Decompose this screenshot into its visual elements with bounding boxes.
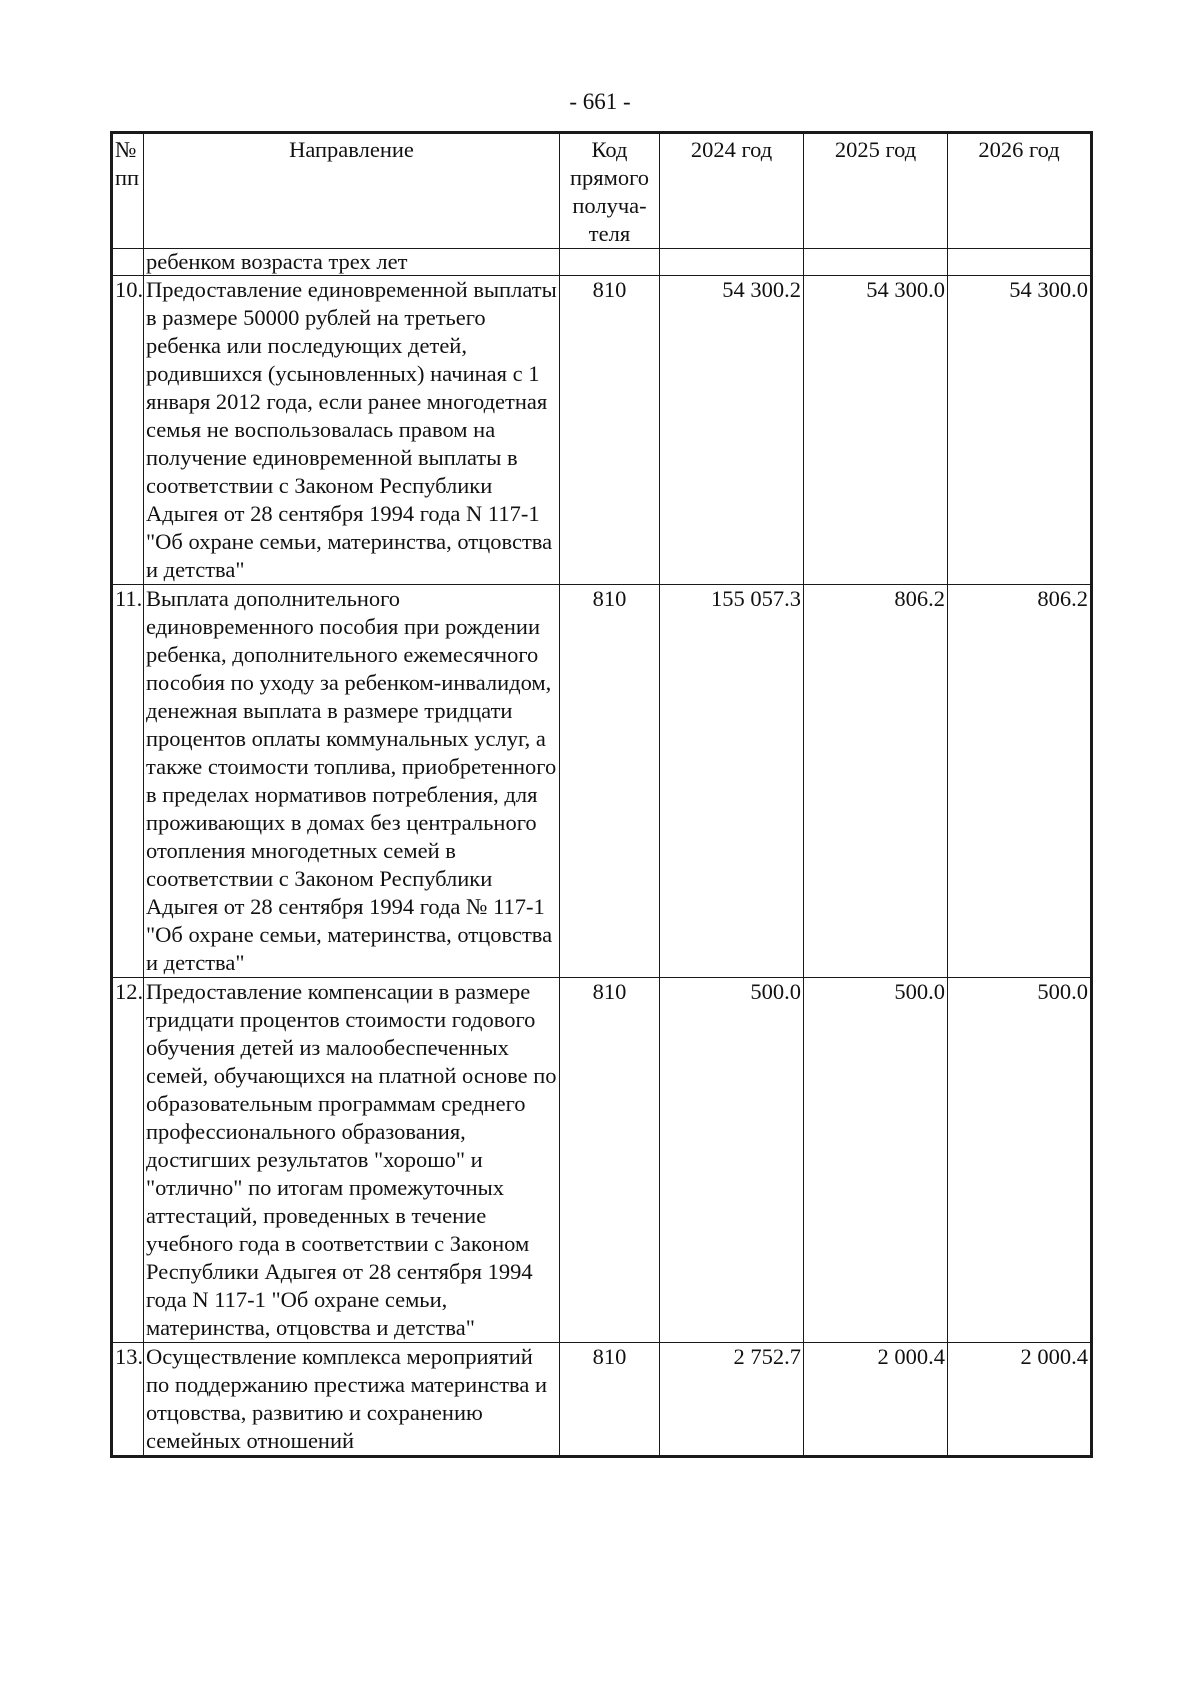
header-2026: 2026 год (948, 133, 1092, 249)
cell-2024: 155 057.3 (660, 585, 804, 978)
cell-number: 13. (112, 1343, 144, 1457)
cell-2024: 2 752.7 (660, 1343, 804, 1457)
cell-code (560, 249, 660, 276)
table-row (112, 585, 1092, 978)
cell-2024: 54 300.2 (660, 276, 804, 585)
cell-2025: 54 300.0 (804, 276, 948, 585)
header-number: № пп (112, 133, 144, 249)
cell-code: 810 (560, 585, 660, 978)
table-row (112, 276, 1092, 585)
cell-direction: Предоставление единовременной выплаты в размере 50000 рублей на третьего ребенка или последующих детей, родившихся (усыновленных) начиная с 1 января 2012 года, если ранее многодетная семья не воспользовалась правом на получение единовременной выплаты в соответствии с Законом Республики Адыгея от 28 сентября 1994 года N 117-1 "Об охране семьи, материнства, отцовства и детства" (144, 276, 560, 585)
cell-2024 (660, 249, 804, 276)
header-2024: 2024 год (660, 133, 804, 249)
cell-number: 10. (112, 276, 144, 585)
cell-2025: 2 000.4 (804, 1343, 948, 1457)
cell-number: 11. (112, 585, 144, 978)
header-direction: Направление (144, 133, 560, 249)
page-number: - 661 - (569, 89, 631, 114)
header-code: Код прямого получа-теля (560, 133, 660, 249)
cell-number (112, 249, 144, 276)
cell-2025: 806.2 (804, 585, 948, 978)
cell-code: 810 (560, 276, 660, 585)
cell-direction: ребенком возраста трех лет (144, 249, 560, 276)
cell-2026 (948, 249, 1092, 276)
cell-2026: 2 000.4 (948, 1343, 1092, 1457)
cell-number: 12. (112, 978, 144, 1343)
cell-direction: Осуществление комплекса мероприятий по поддержанию престижа материнства и отцовства, развитию и сохранению семейных отношений (144, 1343, 560, 1457)
cell-2026: 500.0 (948, 978, 1092, 1343)
table-header-row (112, 133, 1092, 249)
cell-code: 810 (560, 1343, 660, 1457)
continuation-row (112, 249, 1092, 276)
cell-2026: 54 300.0 (948, 276, 1092, 585)
table-row (112, 1343, 1092, 1457)
cell-2026: 806.2 (948, 585, 1092, 978)
cell-direction: Предоставление компенсации в размере тридцати процентов стоимости годового обучения детей из малообеспеченных семей, обучающихся на платной основе по образовательным программам среднего профессионального образования, достигших результатов "хорошо" и "отлично" по итогам промежуточных аттестаций, проведенных в течение учебного года в соответствии с Законом Республики Адыгея от 28 сентября 1994 года N 117-1 "Об охране семьи, материнства, отцовства и детства" (144, 978, 560, 1343)
cell-2025: 500.0 (804, 978, 948, 1343)
table-row (112, 978, 1092, 1343)
cell-code: 810 (560, 978, 660, 1343)
cell-direction: Выплата дополнительного единовременного пособия при рождении ребенка, дополнительного ежемесячного пособия по уходу за ребенком-инвалидом, денежная выплата в размере тридцати процентов оплаты коммунальных услуг, а также стоимости топлива, приобретенного в пределах нормативов потребления, для проживающих в домах без центрального отопления многодетных семей в соответствии с Законом Республики Адыгея от 28 сентября 1994 года № 117-1 "Об охране семьи, материнства, отцовства и детства" (144, 585, 560, 978)
header-2025: 2025 год (804, 133, 948, 249)
cell-2025 (804, 249, 948, 276)
budget-table (110, 131, 1093, 1458)
cell-2024: 500.0 (660, 978, 804, 1343)
